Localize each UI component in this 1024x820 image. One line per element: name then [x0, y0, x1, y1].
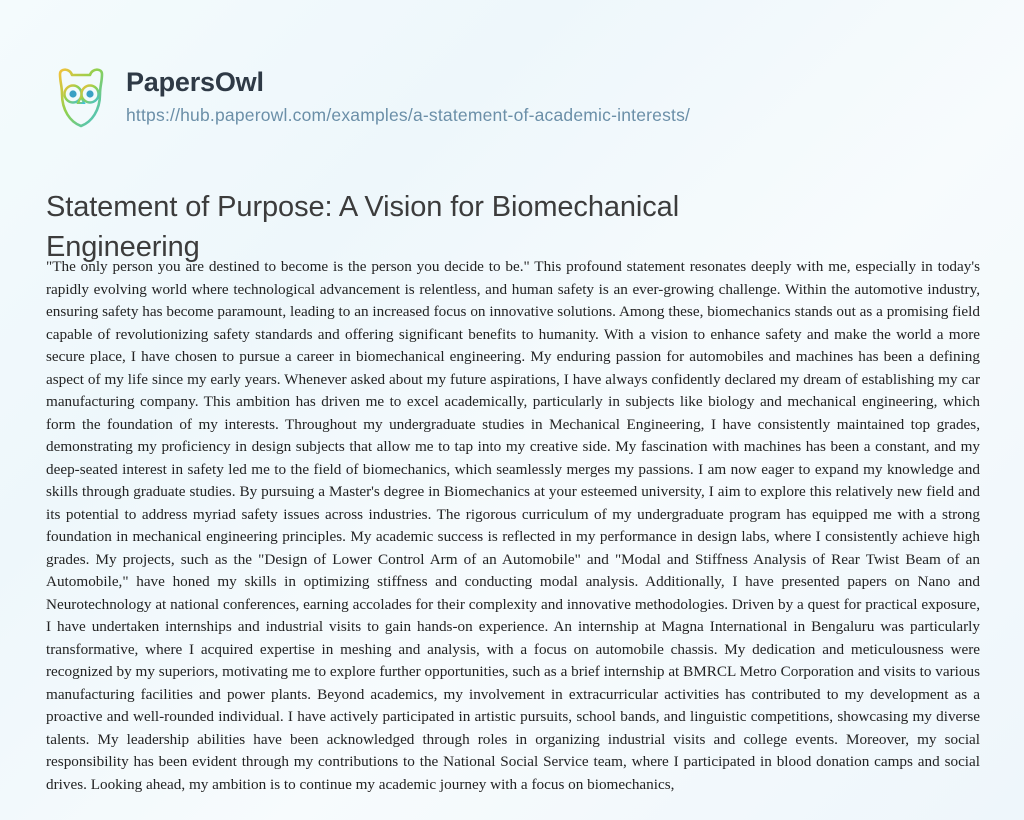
brand-name: PapersOwl	[126, 67, 264, 97]
source-url[interactable]: https://hub.paperowl.com/examples/a-statement-of-academic-interests/	[126, 104, 691, 125]
brand-block	[126, 58, 690, 126]
page-title: Statement of Purpose: A Vision for Biomechanical Engineering	[46, 191, 680, 264]
owl-logo-icon	[48, 64, 114, 130]
document-body	[46, 256, 980, 796]
body-paragraph: "The only person you are destined to become is the person you decide to be." This profound statement resonates deeply with me, especially in today's rapidly evolving world where technological advancement is relentless, and human safety is an ever-growing challenge. Within the automotive industry, ensuring safety has become paramount, leading to an increased focus on innovative solutions. Among these, biomechanics stands out as a promising field capable of revolutionizing safety standards and offering significant benefits to humanity. With a vision to enhance safety and make the world a more secure place, I have chosen to pursue a career in biomechanical engineering. My enduring passion for automobiles and machines has been a defining aspect of my life since my early years. Whenever asked about my future aspirations, I have always confidently declared my dream of establishing my car manufacturing company. This ambition has driven me to excel academically, particularly in subjects like biology and mechanical engineering, which form the foundation of my interests. Throughout my undergraduate studies in Mechanical Engineering, I have consistently maintained top grades, demonstrating my proficiency in design subjects that allow me to tap into my creative side. My fascination with machines has been a constant, and my deep-seated interest in safety led me to the field of biomechanics, which seamlessly merges my passions. I am now eager to expand my knowledge and skills through graduate studies. By pursuing a Master's degree in Biomechanics at your esteemed university, I aim to explore this relatively new field and its potential to address myriad safety issues across industries. The rigorous curriculum of my undergraduate program has equipped me with a strong foundation in mechanical engineering principles. My academic success is reflected in my performance in design labs, where I consistently achieve high grades. My projects, such as the "Design of Lower Control Arm of an Automobile" and "Modal and Stiffness Analysis of Rear Twist Beam of an Automobile," have honed my skills in optimizing stiffness and conducting modal analysis. Additionally, I have presented papers on Nano and Neurotechnology at national conferences, earning accolades for their complexity and innovative methodologies. Driven by a quest for practical exposure, I have undertaken internships and industrial visits to gain hands-on experience. An internship at Magna International in Bengaluru was particularly transformative, where I acquired expertise in meshing and analysis, with a focus on automobile chassis. My dedication and meticulousness were recognized by my superiors, motivating me to explore further opportunities, such as a brief internship at BMRCL Metro Corporation and visits to various manufacturing facilities and power plants. Beyond academics, my involvement in extracurricular activities has contributed to my development as a proactive and well-rounded individual. I have actively participated in artistic pursuits, school bands, and linguistic competitions, showcasing my diverse talents. My leadership abilities have been acknowledged through roles in organizing industrial visits and college events. Moreover, my social responsibility has been evident through my contributions to the National Social Service team, where I participated in blood donation camps and social drives. Looking ahead, my ambition is to continue my academic journey with a focus on biomechanics,	[46, 258, 980, 793]
site-header	[48, 58, 690, 130]
